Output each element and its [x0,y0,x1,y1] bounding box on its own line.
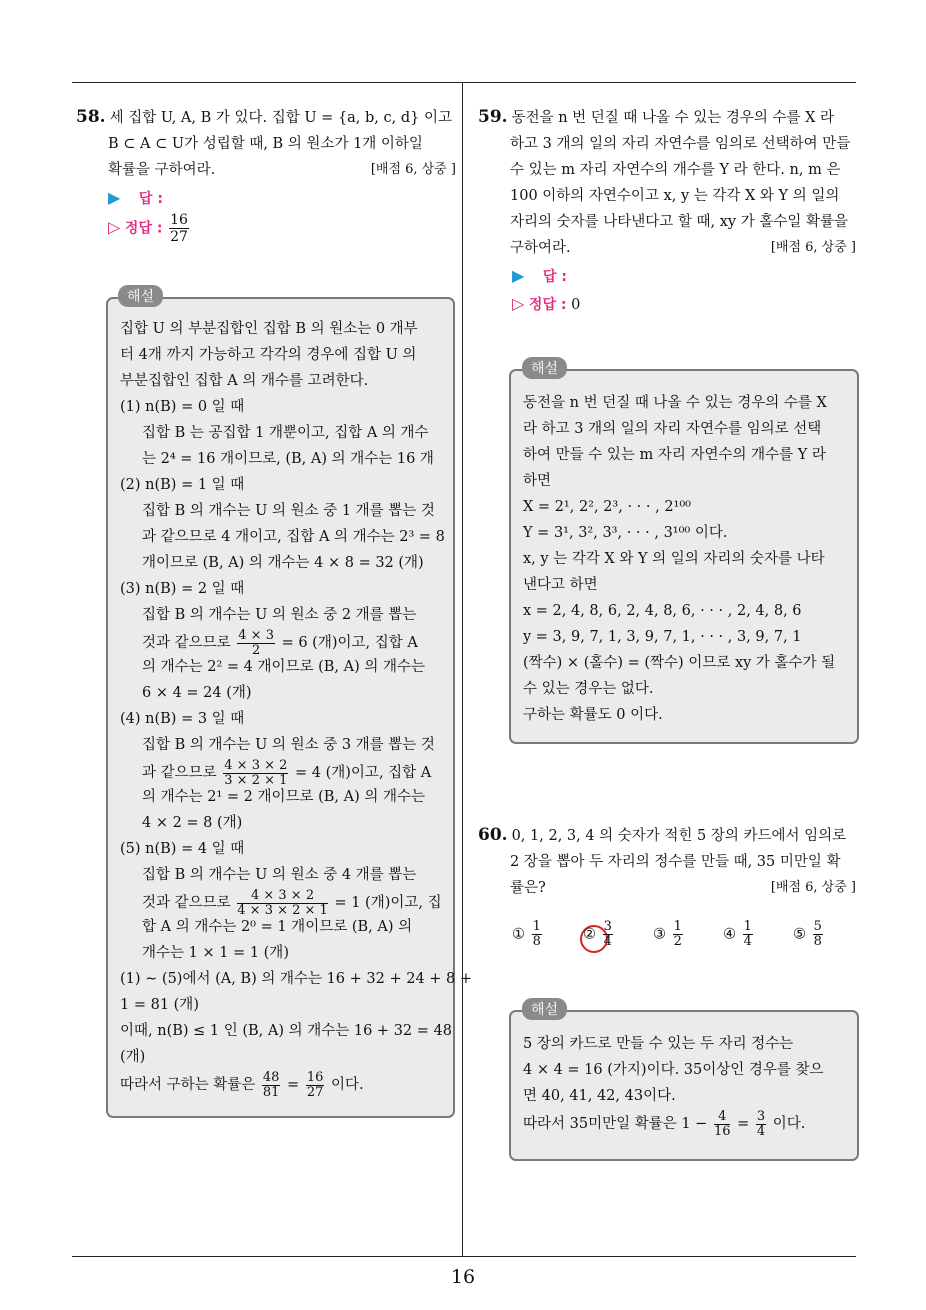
solution-line: 4 × 4 = 16 (가지)이다. 35이상인 경우를 찾으 [523,1062,824,1078]
play-triangle-icon: ▶ [512,266,525,285]
solution-fraction-line: 것과 같으므로 $\frac{4 \times 3 \times 2}{4 \times 3 \times 2 \times 1}$ = 1 (개)이고, 집 [142,887,442,918]
solution-line: 6 × 4 = 24 (개) [142,685,252,701]
score-meta: [배점 6, 상중 ] [770,240,856,255]
solution-fraction-line: 과 같으므로 $\frac{4 \times 3 \times 2}{3 \times 2 \times 1}$ = 4 (개)이고, 집합 A [142,757,432,788]
solution-line: (짝수) × (홀수) = (짝수) 이므로 xy 가 홀수가 될 [523,655,836,671]
solution-final-line: 따라서 구하는 확률은 $\frac{48}{81}$ = $\frac{16}{27}$ 이다. [120,1069,364,1100]
page-number: 16 [450,1266,476,1288]
question-text: 확률을 구하여라. [108,162,216,178]
solution-line: (1) ∼ (5)에서 (A, B) 의 개수는 16 + 32 + 24 + 8 + [120,971,473,987]
choice-1[interactable]: ① $\frac{1}{8}$ [512,919,541,949]
fraction: $\frac{48}{81}$ [262,1069,280,1100]
correct-fraction: $\frac{16}{27}$ [170,212,188,245]
solution-line: 라 하고 3 개의 일의 자리 자연수를 임의로 선택 [523,421,822,437]
solution-line: (1) n(B) = 0 일 때 [120,399,245,415]
solution-line: (개) [120,1049,146,1065]
question-text: 하고 3 개의 일의 자리 자연수를 임의로 선택하여 만들 [510,136,851,152]
solution-line: 수 있는 경우는 없다. [523,681,654,697]
score-meta: [배점 6, 상중 ] [370,162,456,177]
question-59 [478,104,856,261]
question-number: 58. [76,107,106,127]
solution-line: 개수는 1 × 1 = 1 (개) [142,945,289,961]
solution-body [523,385,849,730]
question-number: 59. [478,107,508,127]
solution-line: 과 같으므로 4 개이고, 집합 A 의 개수는 2³ = 8 [142,529,445,545]
fraction: $\frac{4 \times 3 \times 2}{4 \times 3 \times 2 \times 1}$ [237,887,328,918]
solution-line: 집합 B 의 개수는 U 의 원소 중 1 개를 뽑는 것 [142,503,435,519]
question-text: 0, 1, 2, 3, 4 의 숫자가 적힌 5 장의 카드에서 임의로 [511,828,847,844]
solution-line: 동전을 n 번 던질 때 나올 수 있는 경우의 수를 X [523,395,827,411]
solution-fraction-line: 것과 같으므로 $\frac{4 \times 3}{2}$ = 6 (개)이고, 집합 A [142,627,418,658]
solution-line: 집합 B 의 개수는 U 의 원소 중 3 개를 뽑는 것 [142,737,435,753]
fraction: $\frac{3}{4}$ [756,1108,766,1139]
correct-value: 0 [571,297,581,313]
fraction: $\frac{16}{27}$ [306,1069,324,1100]
answer-label: 답 : [138,191,163,207]
bottom-rule [72,1256,856,1257]
choice-5[interactable]: ⑤ $\frac{5}{8}$ [793,919,822,949]
solution-line: Y = 3¹, 3², 3³, · · · , 3¹⁰⁰ 이다. [523,525,728,541]
solution-line: 하면 [523,473,552,489]
question-text: 수 있는 m 자리 자연수의 개수를 Y 라 한다. n, m 은 [510,162,841,178]
solution-box-58 [106,297,473,1118]
question-text: 률은? [510,880,546,896]
top-rule [72,82,856,83]
question-text: 2 장을 뽑아 두 자리의 정수를 만들 때, 35 미만일 확 [510,854,841,870]
solution-body [120,313,473,1103]
solution-tag: 해설 [522,357,567,379]
solution-line: 의 개수는 2¹ = 2 개이므로 (B, A) 의 개수는 [142,789,426,805]
solution-line: 집합 B 의 개수는 U 의 원소 중 4 개를 뽑는 [142,867,417,883]
outline-triangle-icon: ▷ [512,294,525,313]
solution-line: 합 A 의 개수는 2⁰ = 1 개이므로 (B, A) 의 [142,919,413,935]
solution-line: 낸다고 하면 [523,577,598,593]
choice-2[interactable]: ② $\frac{3}{4}$ [583,919,612,949]
solution-line: 집합 B 는 공집합 1 개뿐이고, 집합 A 의 개수 [142,425,429,441]
column-divider [462,83,463,1256]
solution-line: 하여 만들 수 있는 m 자리 자연수의 개수를 Y 라 [523,447,826,463]
solution-line: 5 장의 카드로 만들 수 있는 두 자리 정수는 [523,1036,794,1052]
solution-line: X = 2¹, 2², 2³, · · · , 2¹⁰⁰ [523,499,691,515]
solution-line: (2) n(B) = 1 일 때 [120,477,245,493]
question-60 [478,822,856,901]
solution-line: 터 4개 까지 가능하고 각각의 경우에 집합 U 의 [120,347,417,363]
solution-line: (3) n(B) = 2 일 때 [120,581,245,597]
choice-3[interactable]: ③ $\frac{1}{2}$ [653,919,682,949]
correct-label: 정답 : [124,220,163,237]
choice-4[interactable]: ④ $\frac{1}{4}$ [723,919,752,949]
solution-line: 이때, n(B) ≤ 1 인 (B, A) 의 개수는 16 + 32 = 48 [120,1023,452,1039]
play-triangle-icon: ▶ [108,188,121,207]
question-text: B ⊂ A ⊂ U가 성립할 때, B 의 원소가 1개 이하일 [108,136,423,152]
solution-line: 집합 U 의 부분집합인 집합 B 의 원소는 0 개부 [120,321,418,337]
solution-tag: 해설 [522,998,567,1020]
solution-line: 1 = 81 (개) [120,997,199,1013]
solution-line: 부분집합인 집합 A 의 개수를 고려한다. [120,373,369,389]
score-meta: [배점 6, 상중 ] [770,880,856,895]
solution-line: 개이므로 (B, A) 의 개수는 4 × 8 = 32 (개) [142,555,424,571]
solution-line: 면 40, 41, 42, 43이다. [523,1088,676,1104]
question-text: 자리의 숫자를 나타낸다고 할 때, xy 가 홀수일 확률을 [510,214,848,230]
solution-box-59 [509,369,859,744]
solution-final-line: 따라서 35미만일 확률은 1 − $\frac{4}{16}$ = $\frac{3}{4}$ 이다. [523,1108,806,1139]
solution-line: 집합 B 의 개수는 U 의 원소 중 2 개를 뽑는 [142,607,417,623]
correct-label: 정답 : [528,297,567,313]
question-58 [76,104,456,183]
solution-tag: 해설 [118,285,163,307]
solution-line: 의 개수는 2² = 4 개이므로 (B, A) 의 개수는 [142,659,426,675]
correct-answer-line [512,294,580,314]
question-number: 60. [478,825,508,845]
solution-line: (5) n(B) = 4 일 때 [120,841,245,857]
solution-line: (4) n(B) = 3 일 때 [120,711,245,727]
question-text: 구하여라. [510,240,571,256]
solution-line: 4 × 2 = 8 (개) [142,815,243,831]
solution-line: y = 3, 9, 7, 1, 3, 9, 7, 1, · · · , 3, 9, 7, 1 [523,629,802,645]
answer-label: 답 : [542,269,567,285]
question-text: 100 이하의 자연수이고 x, y 는 각각 X 와 Y 의 일의 [510,188,840,204]
answer-line [512,266,567,286]
fraction: $\frac{4 \times 3 \times 2}{3 \times 2 \times 1}$ [224,757,288,788]
fraction: $\frac{4 \times 3}{2}$ [238,627,274,658]
solution-box-60 [509,1010,859,1161]
solution-line: x, y 는 각각 X 와 Y 의 일의 자리의 숫자를 나타 [523,551,825,567]
correct-answer-line [108,212,191,245]
question-text: 세 집합 U, A, B 가 있다. 집합 U = {a, b, c, d} 이고 [109,110,452,126]
solution-line: x = 2, 4, 8, 6, 2, 4, 8, 6, · · · , 2, 4, 8, 6 [523,603,802,619]
solution-line: 구하는 확률도 0 이다. [523,707,663,723]
answer-line [108,188,163,208]
solution-line: 는 2⁴ = 16 개이므로, (B, A) 의 개수는 16 개 [142,451,434,467]
fraction: $\frac{4}{16}$ [713,1108,731,1139]
outline-triangle-icon: ▷ [108,217,121,237]
solution-body [523,1026,849,1151]
question-text: 동전을 n 번 던질 때 나올 수 있는 경우의 수를 X 라 [511,110,835,126]
